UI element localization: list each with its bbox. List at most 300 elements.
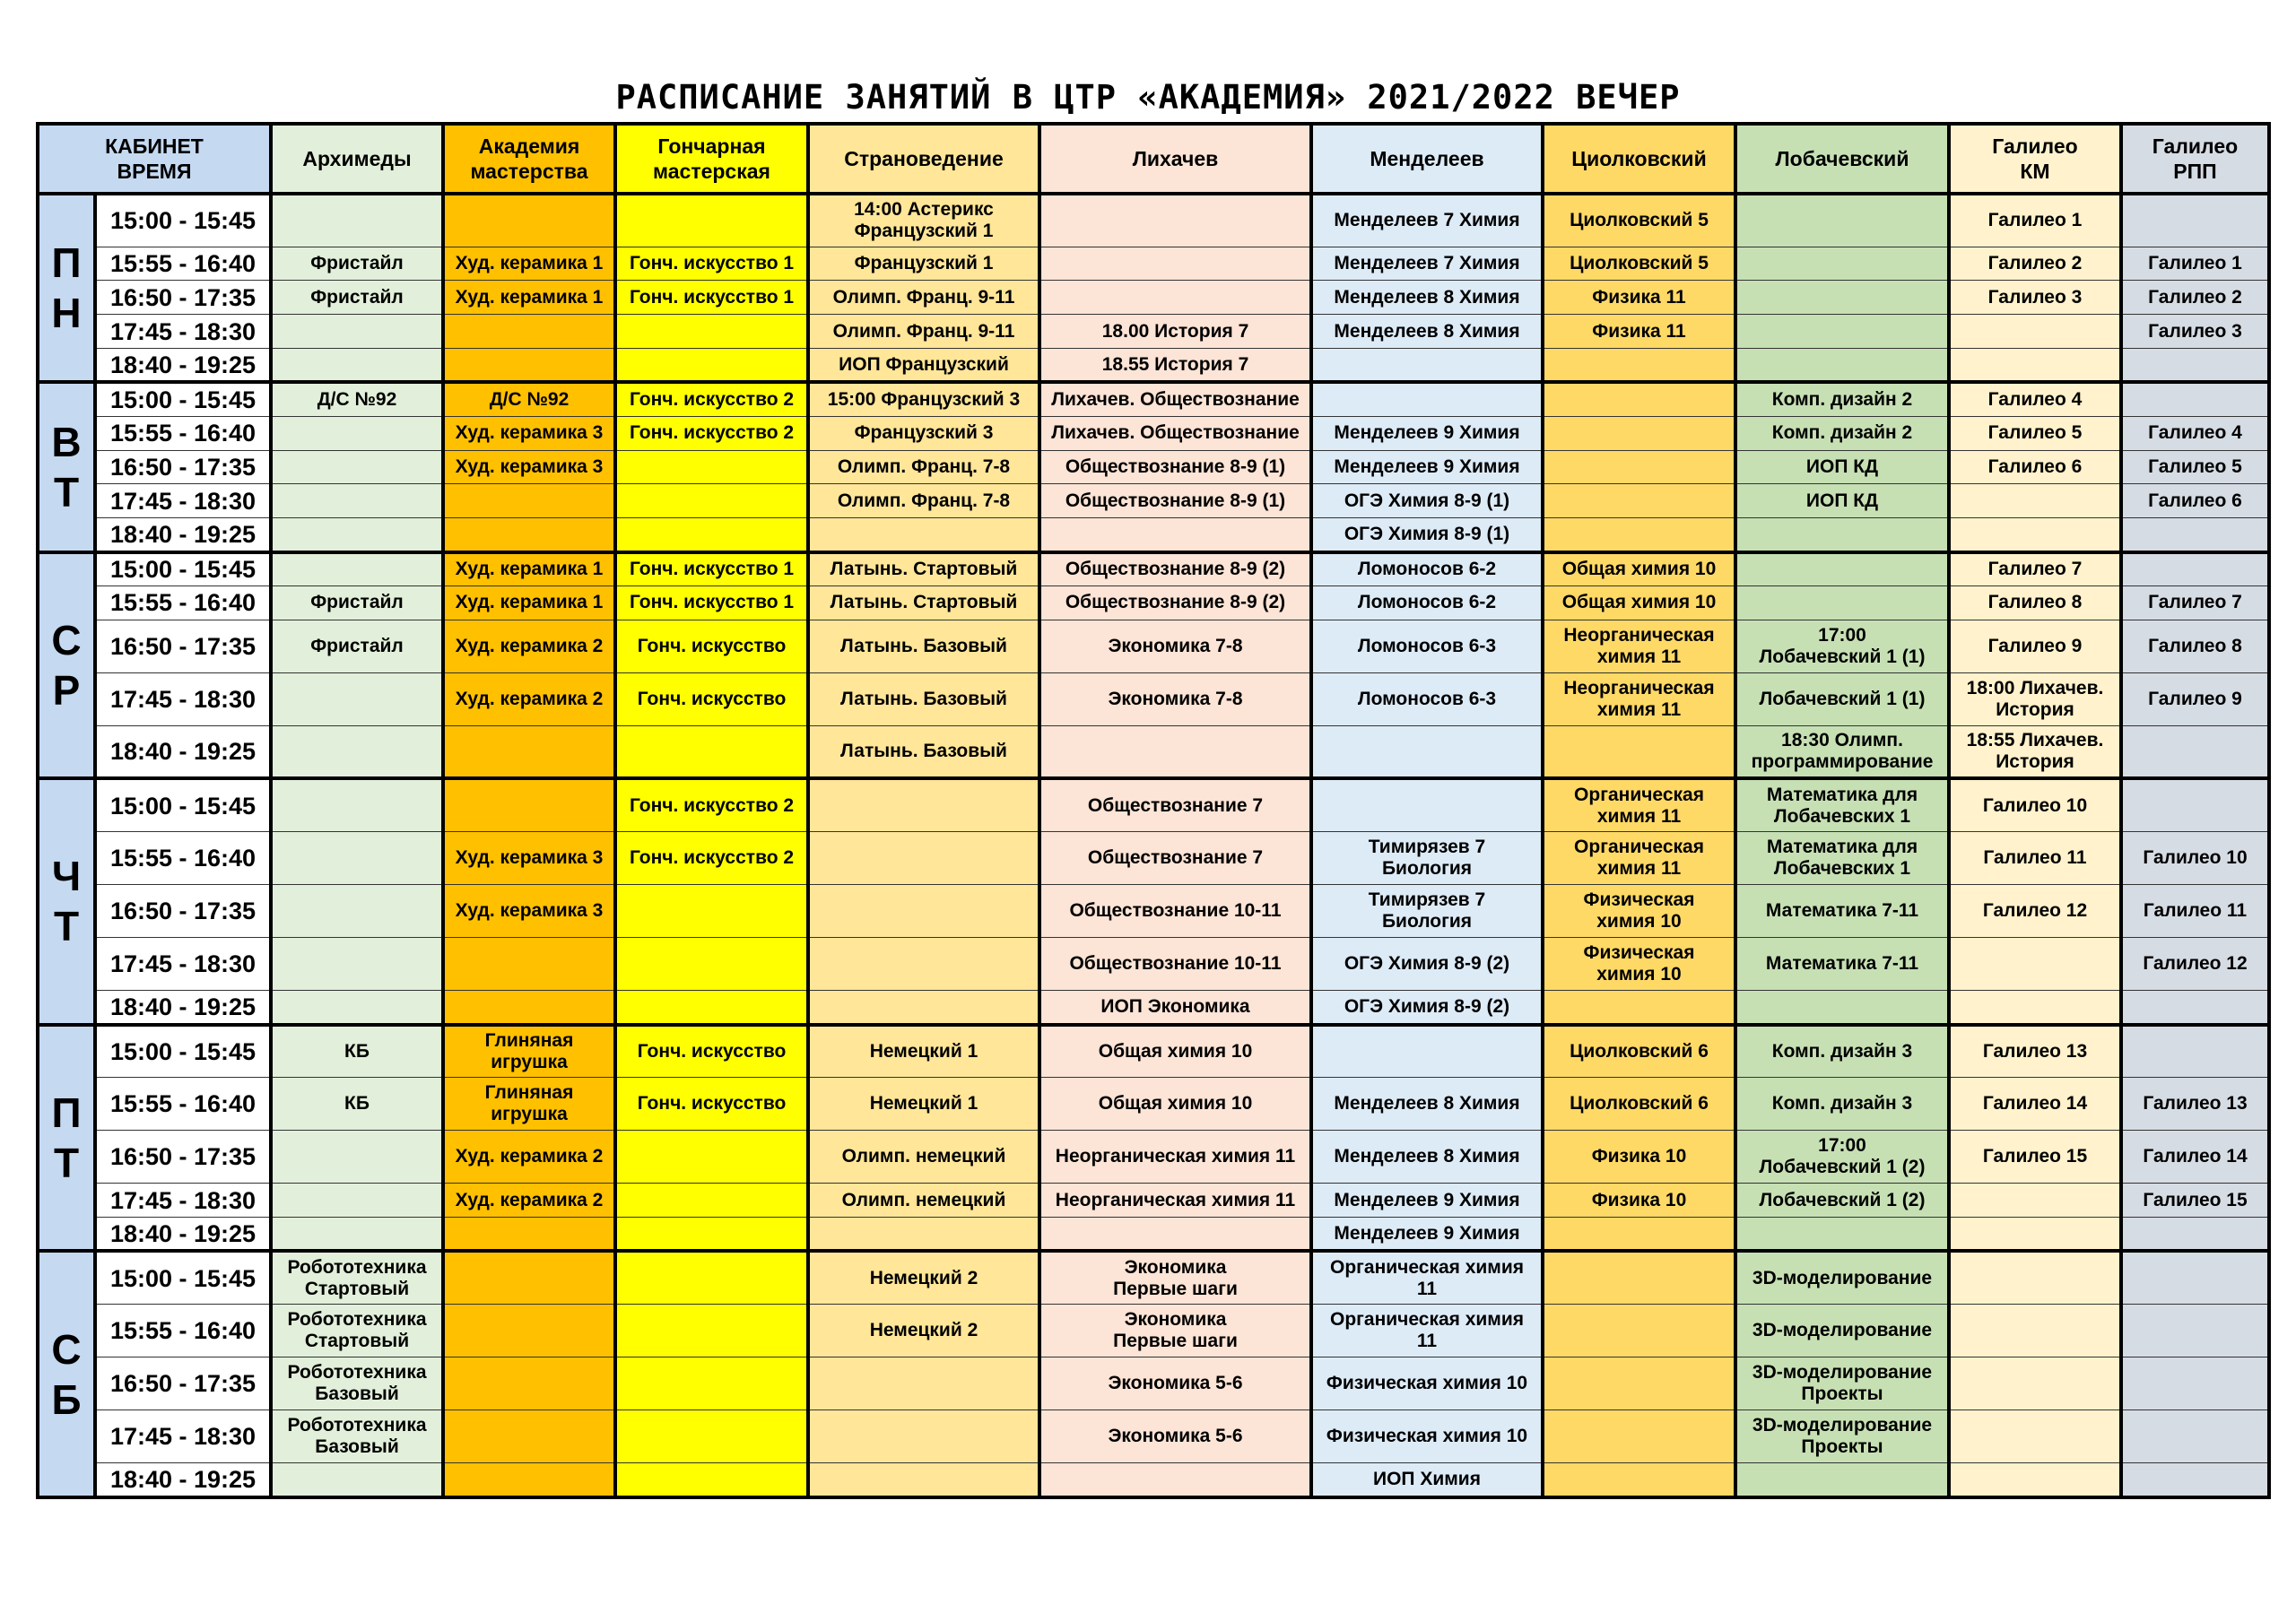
schedule-cell <box>808 382 1039 416</box>
schedule-cell <box>2121 938 2269 991</box>
schedule-cell <box>271 1305 443 1357</box>
schedule-cell <box>1949 1410 2121 1463</box>
schedule-cell <box>615 1251 808 1304</box>
cell-text-line: Тимирязев 7 <box>1368 837 1486 858</box>
cell-text-line: Худ. керамика 2 <box>455 1189 604 1210</box>
cell-text-line: Лихачев <box>1132 147 1219 170</box>
schedule-cell <box>1735 194 1949 247</box>
cell-text-line: Неорганическая <box>1563 677 1715 698</box>
schedule-cell <box>1311 194 1543 247</box>
schedule-cell <box>808 938 1039 991</box>
schedule-cell <box>1039 450 1311 484</box>
time-slot-row <box>38 247 2269 281</box>
schedule-cell <box>271 778 443 831</box>
cell-text-line: Д/С №92 <box>317 389 397 411</box>
schedule-cell <box>271 1131 443 1184</box>
time-slot-row <box>38 832 2269 885</box>
schedule-cell <box>2121 885 2269 938</box>
time-slot-row <box>38 484 2269 518</box>
schedule-cell <box>1039 194 1311 247</box>
time-slot: 18:40 - 19:25 <box>95 1463 271 1497</box>
schedule-cell <box>1735 991 1949 1025</box>
cell-text-line: ОГЭ Химия 8-9 (1) <box>1344 523 1510 544</box>
cell-text-line: Циолковский <box>1571 147 1707 170</box>
time-slot-row <box>38 450 2269 484</box>
cell-text-line: Физическая химия 10 <box>1326 1373 1528 1394</box>
cell-text-line: Математика для <box>1766 784 1918 805</box>
cell-text-line: Циолковский 5 <box>1570 252 1709 273</box>
time-slot-row <box>38 552 2269 586</box>
cell-text-line: 18.00 История 7 <box>1101 320 1249 342</box>
cell-text-line: Первые шаги <box>1113 1278 1238 1299</box>
schedule-cell <box>2121 1357 2269 1410</box>
schedule-cell <box>1543 620 1735 672</box>
schedule-cell <box>1039 281 1311 315</box>
schedule-cell <box>271 885 443 938</box>
time-slot: 18:40 - 19:25 <box>95 1218 271 1252</box>
cell-text-line: Робототехника <box>287 1362 427 1383</box>
cell-text-line: мастерства <box>470 160 588 183</box>
cell-text-line: Циолковский 6 <box>1570 1093 1709 1115</box>
schedule-cell <box>1949 247 2121 281</box>
header-cabinet-time <box>38 124 271 194</box>
schedule-cell <box>615 620 808 672</box>
schedule-cell <box>1039 832 1311 885</box>
cell-text-line: Первые шаги <box>1113 1331 1238 1352</box>
schedule-cell <box>808 552 1039 586</box>
schedule-cell <box>1543 778 1735 831</box>
cell-text-line: Экономика 5-6 <box>1108 1426 1243 1447</box>
cell-text-line: Циолковский 6 <box>1570 1040 1709 1062</box>
schedule-cell <box>1311 315 1543 349</box>
cell-text-line: 17:00 <box>1818 1135 1866 1157</box>
schedule-cell <box>2121 450 2269 484</box>
schedule-cell <box>271 518 443 552</box>
cell-text-line: Галилео 8 <box>2148 635 2242 656</box>
cell-text-line: Галилео <box>1992 134 2078 158</box>
cell-text-line: ИОП КД <box>1805 490 1879 511</box>
schedule-cell <box>1949 1305 2121 1357</box>
cell-text-line: Комп. дизайн 3 <box>1771 1093 1913 1115</box>
schedule-cell <box>2121 382 2269 416</box>
schedule-cell <box>1543 484 1735 518</box>
cell-text-line: Робототехника <box>287 1256 427 1278</box>
schedule-cell <box>808 315 1039 349</box>
cell-text-line: Физика 10 <box>1591 1189 1687 1210</box>
schedule-cell <box>1039 585 1311 620</box>
schedule-cell <box>1949 672 2121 725</box>
cell-text-line: Латынь. Базовый <box>840 688 1007 709</box>
schedule-cell <box>808 1184 1039 1218</box>
cell-text-line: Французский 3 <box>854 422 994 444</box>
schedule-cell <box>1949 1218 2121 1252</box>
cell-text-line: Менделеев 9 Химия <box>1334 422 1520 444</box>
cell-text-line: Обществознание 10-11 <box>1069 953 1282 975</box>
cell-text-line: Комп. дизайн 2 <box>1771 389 1913 411</box>
schedule-cell <box>1543 938 1735 991</box>
schedule-cell <box>1311 1251 1543 1304</box>
day-letter: В <box>51 418 82 465</box>
column-header <box>615 124 808 194</box>
cell-text-line: Обществознание 7 <box>1087 847 1264 869</box>
time-slot-row <box>38 1463 2269 1497</box>
schedule-cell <box>2121 518 2269 552</box>
cell-text-line: Фристайл <box>310 286 404 308</box>
cell-text-line: Менделеев 8 Химия <box>1334 1093 1520 1115</box>
schedule-cell <box>271 281 443 315</box>
schedule-cell <box>615 725 808 778</box>
schedule-cell <box>271 725 443 778</box>
cell-text-line: Общая химия 10 <box>1098 1040 1253 1062</box>
cell-text-line: Экономика 5-6 <box>1108 1373 1243 1394</box>
cell-text-line: Биология <box>1381 858 1473 880</box>
schedule-cell <box>1039 1184 1311 1218</box>
cell-text-line: Лобачевский 1 (2) <box>1759 1157 1926 1178</box>
schedule-cell <box>1039 1305 1311 1357</box>
cell-text-line: Комп. дизайн 2 <box>1771 422 1913 444</box>
cell-text-line: Гонч. искусство 2 <box>629 389 795 411</box>
time-slot: 17:45 - 18:30 <box>95 1184 271 1218</box>
schedule-cell <box>1039 1251 1311 1304</box>
schedule-cell <box>615 382 808 416</box>
cell-text-line: Общая химия 10 <box>1561 559 1717 580</box>
schedule-cell <box>808 620 1039 672</box>
schedule-cell <box>1735 450 1949 484</box>
schedule-cell <box>1039 1025 1311 1078</box>
cell-text-line: Галилео 4 <box>2148 422 2242 444</box>
schedule-cell <box>808 247 1039 281</box>
schedule-cell <box>443 1251 615 1304</box>
schedule-cell <box>443 247 615 281</box>
schedule-cell <box>1543 382 1735 416</box>
schedule-cell <box>1543 416 1735 450</box>
time-slot: 18:40 - 19:25 <box>95 349 271 383</box>
schedule-cell <box>1543 991 1735 1025</box>
cell-text-line: ОГЭ Химия 8-9 (1) <box>1344 490 1510 511</box>
cell-text-line: 18:00 Лихачев. <box>1966 677 2104 698</box>
schedule-cell <box>2121 991 2269 1025</box>
cell-text-line: Менделеев 9 Химия <box>1334 1189 1520 1210</box>
schedule-cell <box>1543 1131 1735 1184</box>
cell-text-line: Экономика 7-8 <box>1108 635 1243 656</box>
schedule-cell <box>1039 620 1311 672</box>
schedule-cell <box>808 281 1039 315</box>
schedule-cell <box>1311 416 1543 450</box>
cell-text-line: Галилео 5 <box>1987 422 2083 444</box>
cell-text-line: Проекты <box>1801 1436 1883 1458</box>
time-slot: 15:00 - 15:45 <box>95 552 271 586</box>
time-slot: 15:55 - 16:40 <box>95 1305 271 1357</box>
cell-text-line: Органическая <box>1574 837 1704 858</box>
cell-text-line: Галилео 6 <box>2148 490 2242 511</box>
time-slot-row <box>38 672 2269 725</box>
cell-text-line: Латынь. Базовый <box>840 741 1007 762</box>
schedule-cell <box>1949 315 2121 349</box>
schedule-cell <box>271 832 443 885</box>
schedule-cell <box>1949 832 2121 885</box>
time-slot: 18:40 - 19:25 <box>95 518 271 552</box>
cell-text-line: Латынь. Базовый <box>840 635 1007 656</box>
time-slot: 18:40 - 19:25 <box>95 991 271 1025</box>
cell-text-line: Галилео 1 <box>2148 252 2242 273</box>
schedule-cell <box>271 349 443 383</box>
time-slot: 16:50 - 17:35 <box>95 885 271 938</box>
schedule-cell <box>443 832 615 885</box>
cell-text-line: Физика 10 <box>1591 1146 1687 1167</box>
schedule-cell <box>1039 349 1311 383</box>
schedule-cell <box>2121 1305 2269 1357</box>
schedule-table <box>36 122 2271 1499</box>
cell-text-line: Органическая химия <box>1329 1256 1525 1278</box>
schedule-cell <box>615 1184 808 1218</box>
cell-text-line: ИОП Экономика <box>1100 995 1250 1017</box>
schedule-cell <box>1735 1357 1949 1410</box>
cell-text-line: Базовый <box>315 1436 399 1458</box>
cell-text-line: Галилео 10 <box>1982 794 2088 816</box>
cell-text-line: Циолковский 5 <box>1570 210 1709 231</box>
time-slot-row <box>38 1218 2269 1252</box>
schedule-cell <box>443 194 615 247</box>
cell-text-line: 14:00 Астерикс <box>854 199 994 221</box>
schedule-cell <box>1949 1078 2121 1131</box>
schedule-cell <box>1949 938 2121 991</box>
time-slot-row <box>38 281 2269 315</box>
schedule-cell <box>615 552 808 586</box>
schedule-cell <box>271 382 443 416</box>
schedule-cell <box>2121 832 2269 885</box>
column-header <box>808 124 1039 194</box>
cell-text-line: Лихачев. Обществознание <box>1051 389 1300 411</box>
schedule-cell <box>1735 672 1949 725</box>
schedule-cell <box>1039 672 1311 725</box>
schedule-cell <box>1543 552 1735 586</box>
schedule-cell <box>1311 1218 1543 1252</box>
schedule-cell <box>615 991 808 1025</box>
schedule-cell <box>1311 620 1543 672</box>
cell-text-line: Галилео 2 <box>2148 286 2242 308</box>
cell-text-line: Гонч. искусство 1 <box>629 286 795 308</box>
time-slot-row <box>38 416 2269 450</box>
cell-text-line: игрушка <box>491 1051 568 1072</box>
cell-text-line: Гончарная <box>657 134 766 158</box>
schedule-cell <box>2121 349 2269 383</box>
schedule-cell <box>808 672 1039 725</box>
cell-text-line: Неорганическая химия 11 <box>1055 1146 1296 1167</box>
schedule-cell <box>808 885 1039 938</box>
day-letter: П <box>51 1089 82 1136</box>
cell-text-line: Гонч. искусство <box>637 688 787 709</box>
schedule-cell <box>615 1078 808 1131</box>
schedule-cell <box>443 725 615 778</box>
schedule-cell <box>1735 832 1949 885</box>
cell-text-line: Галилео 3 <box>1987 286 2083 308</box>
cell-text-line: Галилео 5 <box>2148 455 2242 477</box>
schedule-cell <box>2121 1131 2269 1184</box>
cell-text-line: 18.55 История 7 <box>1101 353 1249 375</box>
cell-text-line: Д/С №92 <box>489 389 570 411</box>
schedule-cell <box>1039 885 1311 938</box>
cell-text-line: Менделеев 8 Химия <box>1334 320 1520 342</box>
schedule-cell <box>271 1357 443 1410</box>
time-slot-row <box>38 1131 2269 1184</box>
schedule-cell <box>1735 1463 1949 1497</box>
schedule-cell <box>2121 585 2269 620</box>
column-header <box>443 124 615 194</box>
cell-text-line: Обществознание 7 <box>1087 794 1264 816</box>
schedule-cell <box>1039 416 1311 450</box>
cell-text-line: 17:00 <box>1818 624 1866 646</box>
cell-text-line: Менделеев 7 Химия <box>1334 210 1520 231</box>
schedule-cell <box>443 1131 615 1184</box>
schedule-cell <box>2121 416 2269 450</box>
schedule-cell <box>808 1218 1039 1252</box>
schedule-cell <box>1543 1184 1735 1218</box>
schedule-cell <box>1735 484 1949 518</box>
cell-text-line: Глиняная <box>484 1082 574 1104</box>
schedule-cell <box>271 672 443 725</box>
schedule-cell <box>443 1463 615 1497</box>
time-slot: 15:55 - 16:40 <box>95 585 271 620</box>
cell-text-line: Латынь. Стартовый <box>830 559 1018 580</box>
schedule-cell <box>1735 620 1949 672</box>
cell-text-line: Неорганическая химия 11 <box>1055 1189 1296 1210</box>
cell-text-line: Олимп. немецкий <box>841 1146 1006 1167</box>
schedule-cell <box>1949 778 2121 831</box>
day-letter: С <box>51 1325 82 1373</box>
cell-text-line: Экономика 7-8 <box>1108 688 1243 709</box>
schedule-cell <box>1949 349 2121 383</box>
schedule-cell <box>2121 1410 2269 1463</box>
schedule-cell <box>271 194 443 247</box>
schedule-cell <box>2121 1078 2269 1131</box>
cell-text-line: Галилео 7 <box>2148 592 2242 613</box>
cell-text-line: ОГЭ Химия 8-9 (2) <box>1344 953 1510 975</box>
schedule-cell <box>1949 382 2121 416</box>
schedule-cell <box>1949 620 2121 672</box>
cell-text-line: Худ. керамика 3 <box>455 847 604 869</box>
schedule-cell <box>808 832 1039 885</box>
cell-text-line: Физическая химия 10 <box>1326 1426 1528 1447</box>
schedule-cell <box>615 1025 808 1078</box>
schedule-cell <box>2121 315 2269 349</box>
time-slot-row <box>38 1305 2269 1357</box>
cell-text-line: Галилео 10 <box>2143 847 2248 869</box>
schedule-cell <box>1949 1357 2121 1410</box>
schedule-cell <box>808 725 1039 778</box>
schedule-cell <box>1311 832 1543 885</box>
schedule-cell <box>1039 247 1311 281</box>
cell-text-line: Робототехника <box>287 1309 427 1331</box>
schedule-cell <box>271 1410 443 1463</box>
cell-text-line: История <box>1996 698 2074 720</box>
schedule-cell <box>1039 552 1311 586</box>
schedule-cell <box>615 1357 808 1410</box>
cell-text-line: ИОП Химия <box>1373 1469 1481 1490</box>
schedule-cell <box>615 281 808 315</box>
cell-text-line: Фристайл <box>310 252 404 273</box>
cell-text-line: мастерская <box>653 160 770 183</box>
day-letter: П <box>51 239 82 287</box>
schedule-cell <box>443 585 615 620</box>
time-slot: 15:55 - 16:40 <box>95 832 271 885</box>
cell-text-line: Галилео 4 <box>1987 389 2083 411</box>
schedule-cell <box>271 991 443 1025</box>
cell-text-line: Математика 7-11 <box>1765 953 1919 975</box>
cell-text-line: Галилео 11 <box>1983 847 2087 869</box>
time-slot-row <box>38 938 2269 991</box>
cell-text-line: Галилео <box>2152 134 2239 158</box>
cell-text-line: Физическая <box>1583 942 1695 964</box>
cell-text-line: Французский 1 <box>854 221 994 242</box>
schedule-cell <box>1949 1251 2121 1304</box>
time-slot-row <box>38 1251 2269 1304</box>
cell-text-line: Академия <box>478 134 580 158</box>
schedule-cell <box>443 991 615 1025</box>
schedule-cell <box>1543 585 1735 620</box>
schedule-cell <box>443 416 615 450</box>
schedule-cell <box>615 247 808 281</box>
schedule-cell <box>1949 1025 2121 1078</box>
cell-text-line: Худ. керамика 3 <box>455 455 604 477</box>
schedule-cell <box>1543 1410 1735 1463</box>
schedule-cell <box>271 1025 443 1078</box>
schedule-cell <box>808 1410 1039 1463</box>
schedule-cell <box>615 672 808 725</box>
cell-text-line: КАБИНЕТ <box>105 134 204 158</box>
schedule-cell <box>1735 725 1949 778</box>
schedule-cell <box>1543 247 1735 281</box>
cell-text-line: Худ. керамика 3 <box>455 900 604 922</box>
schedule-cell <box>1735 416 1949 450</box>
schedule-body <box>38 194 2269 1497</box>
time-slot: 17:45 - 18:30 <box>95 315 271 349</box>
schedule-cell <box>1311 991 1543 1025</box>
cell-text-line: Обществознание 8-9 (1) <box>1065 455 1286 477</box>
cell-text-line: Биология <box>1381 911 1473 932</box>
schedule-cell <box>1949 885 2121 938</box>
schedule-cell <box>1311 1131 1543 1184</box>
schedule-cell <box>615 1218 808 1252</box>
day-label <box>38 194 95 382</box>
cell-text-line: Лихачев. Обществознание <box>1051 422 1300 444</box>
time-slot-row <box>38 991 2269 1025</box>
schedule-cell <box>615 416 808 450</box>
time-slot-row <box>38 1078 2269 1131</box>
schedule-cell <box>1543 1025 1735 1078</box>
schedule-cell <box>808 349 1039 383</box>
schedule-cell <box>1543 1357 1735 1410</box>
cell-text-line: 11 <box>1416 1331 1438 1352</box>
cell-text-line: Гонч. искусство 1 <box>629 252 795 273</box>
time-slot-row <box>38 1184 2269 1218</box>
schedule-cell <box>808 1357 1039 1410</box>
day-letter: Б <box>51 1375 82 1423</box>
schedule-cell <box>2121 1184 2269 1218</box>
time-slot-row <box>38 885 2269 938</box>
cell-text-line: 18:30 Олимп. <box>1781 730 1903 751</box>
cell-text-line: Базовый <box>315 1383 399 1405</box>
schedule-cell <box>615 1131 808 1184</box>
schedule-cell <box>808 1025 1039 1078</box>
cell-text-line: 11 <box>1416 1278 1438 1299</box>
cell-text-line: Тимирязев 7 <box>1368 889 1486 911</box>
schedule-cell <box>808 518 1039 552</box>
cell-text-line: Олимп. Франц. 7-8 <box>837 490 1011 511</box>
cell-text-line: Галилео 9 <box>2148 688 2242 709</box>
cell-text-line: Галилео 9 <box>1987 635 2083 656</box>
cell-text-line: ИОП Французский <box>839 353 1009 375</box>
schedule-cell <box>1311 247 1543 281</box>
